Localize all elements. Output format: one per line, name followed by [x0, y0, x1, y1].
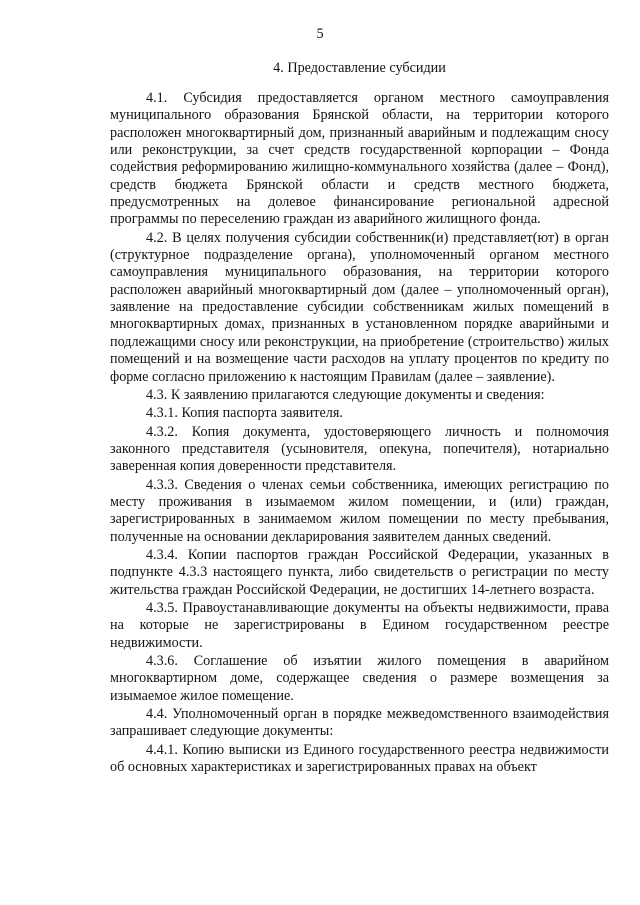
paragraph-4-3-2: 4.3.2. Копия документа, удостоверяющего личность и полномочия законного представителя (усыновителя, опекуна, попечителя), нотариально заверенная копия доверенности представителя.: [110, 423, 609, 475]
paragraph-4-2: 4.2. В целях получения субсидии собственник(и) представляет(ют) в орган (структурное подразделение органа), уполномоченный органом местного самоуправления муниципального образования, на территории которого расположен аварийный многоквартирный дом (далее – уполномоченный орган), заявление на предоставление субсидии собственникам жилых помещений в многоквартирных домах, признанных в установленном порядке аварийными и подлежащими сносу или реконструкции, на приобретение (строительство) жилых помещений и на возмещение части расходов на уплату процентов по кредиту по форме согласно приложению к настоящим Правилам (далее – заявление).: [110, 229, 609, 385]
paragraph-4-3: 4.3. К заявлению прилагаются следующие документы и сведения:: [146, 386, 545, 403]
document-body: [110, 90, 609, 776]
paragraph-4-4-1: 4.4.1. Копию выписки из Единого государственного реестра недвижимости об основных характеристиках и зарегистрированных правах на объект: [110, 741, 609, 776]
paragraph-4-4: 4.4. Уполномоченный орган в порядке межведомственного взаимодействия запрашивает следующие документы:: [110, 706, 609, 740]
page-number: 5: [316, 26, 324, 42]
paragraph-4-3-5: 4.3.5. Правоустанавливающие документы на объекты недвижимости, права на которые не зарегистрированы в Едином государственном реестре недвижимости.: [110, 599, 609, 651]
paragraph-4-3-3: 4.3.3. Сведения о членах семьи собственника, имеющих регистрацию по месту проживания в изымаемом жилом помещении, и (или) граждан, зарегистрированных в занимаемом жилом помещении по месту пребывания, полученные на основании декларирования заявителем данных сведений.: [110, 476, 609, 545]
paragraph-4-1: 4.1. Субсидия предоставляется органом местного самоуправления муниципального образования Брянской области, на территории которого расположен многоквартирный дом, признанный аварийным и подлежащим сносу или реконструкции, за счет средств государственной корпорации – Фонда содействия реформированию жилищно-коммунального хозяйства (далее – Фонд), средств бюджета Брянской области и средств местного бюджета, предусмотренных на долевое финансирование региональной адресной программы по переселению граждан из аварийного жилищного фонда.: [110, 90, 609, 228]
section-title: 4. Предоставление субсидии: [273, 60, 446, 76]
paragraph-4-3-1: 4.3.1. Копия паспорта заявителя.: [146, 405, 343, 422]
paragraph-4-3-4: 4.3.4. Копии паспортов граждан Российской Федерации, указанных в подпункте 4.3.3 настоящего пункта, либо свидетельств о регистрации по месту жительства граждан Российской Федерации, не достигших 14-летнего возраста.: [110, 546, 609, 598]
paragraph-4-3-6: 4.3.6. Соглашение об изъятии жилого помещения в аварийном многоквартирном доме, содержащее сведения о размере возмещения за изымаемое жилое помещение.: [110, 653, 609, 704]
